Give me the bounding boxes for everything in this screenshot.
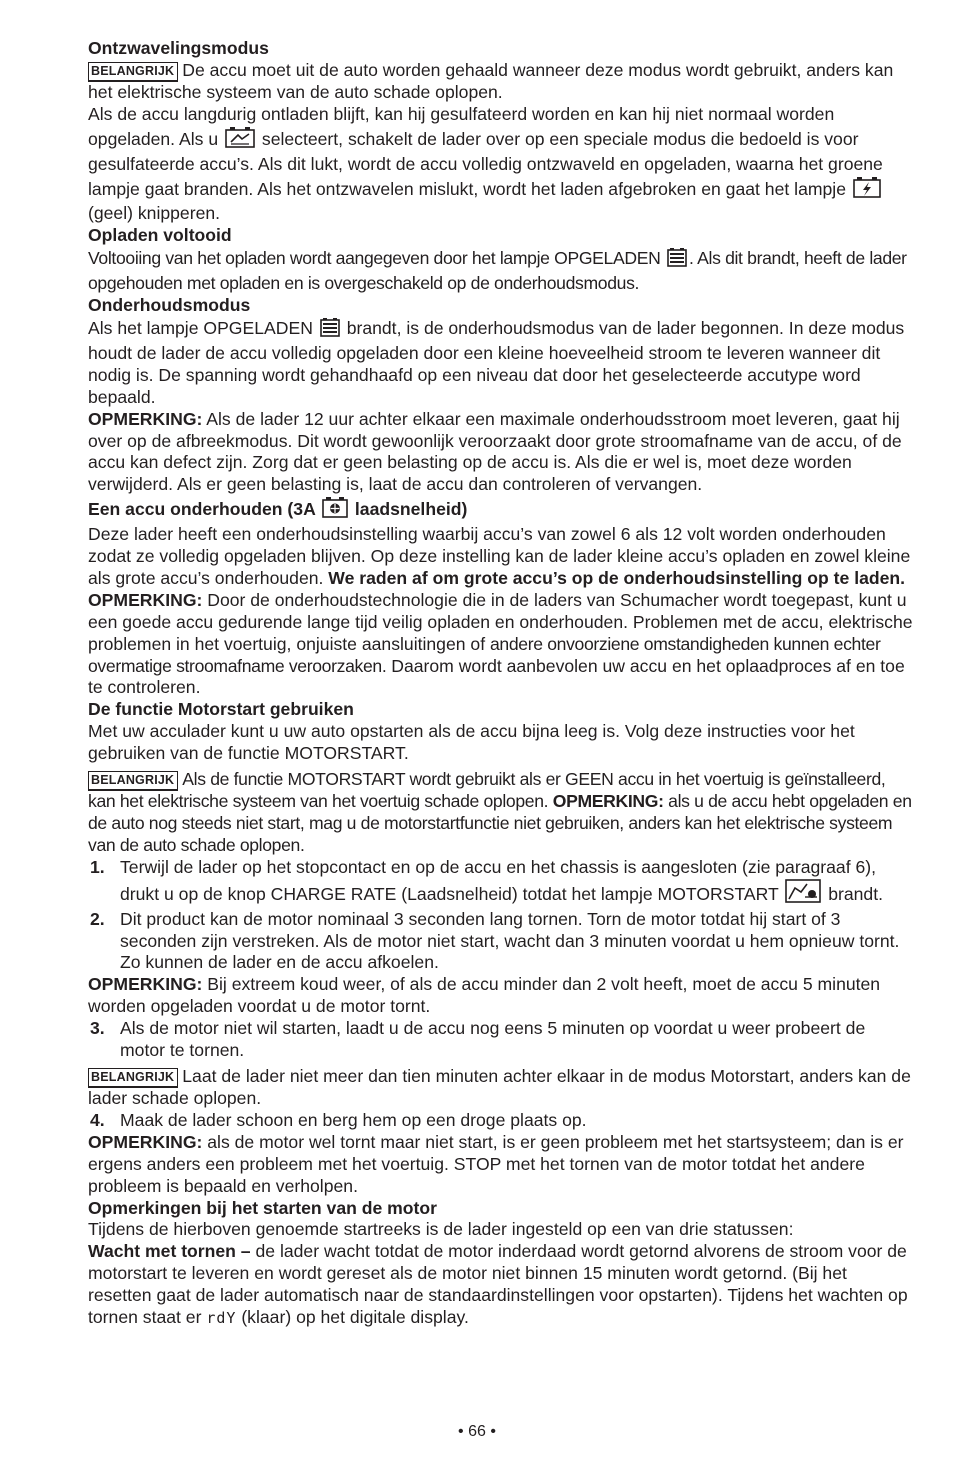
heading-charge-complete: Opladen voltooid [88, 225, 232, 246]
battery-charged-icon [667, 247, 687, 273]
heading-maintenance-mode: Onderhoudsmodus [88, 295, 251, 316]
maintenance-body: Als het lampje OPGELADEN brandt, is de onderhoudsmodus van de lader begonnen. In deze modus houdt de lader de accu volledig opgeladen door een kleine hoeveelheid stroom te leveren wanneer dit nodig is. De spanning wordt gehandhaafd op een niveau dat door het geselecteerde accutype word bepaald. [88, 317, 905, 407]
maintain-body: Deze lader heeft een onderhoudsinstelling waarbij accu’s van zowel 6 als 12 volt worden onderhouden zodat ze volledig opgeladen blijven. Op deze instelling kan de lader kleine accu’s opladen en zowel kleine als grote accu’s onderhouden. We raden af om grote accu’s op de onderhoudsinstelling op te laden. [88, 524, 911, 588]
desulf-body: Als de accu langdurig ontladen blijft, kan hij gesulfateerd worden en kan hij niet normaal worden opgeladen. Als u selecteert, schakelt de lader over op een speciale modus die bedoeld is voor gesulfateerde accu’s. Als dit lukt, wordt de accu volledig ontzwaveld en opgeladen, waarna het groene lampje gaat branden. Als het ontzwavelen mislukt, wordt het laden afgebroken en gaat het lampje (geel) knipperen. [88, 103, 883, 224]
maintenance-note: OPMERKING: Als de lader 12 uur achter elkaar een maximale onderhoudsstroom moet leveren, gaat hij over op de afbreekmodus. Dit wordt gewoonlijk veroorzaakt door grote stroomafname van de accu, of de accu kan defect zijn. Zorg dat er geen belasting op de accu is. Als die er wel is, moet deze worden verwijderd. Als er geen belasting is, laat de accu dan controleren of vervangen. [88, 408, 902, 495]
page-number: • 66 • [458, 1423, 496, 1440]
engine-start-warning-2: BELANGRIJK Laat de lader niet meer dan tien minuten achter elkaar in de modus Motorstart, anders kan de lader schade oplopen. [88, 1065, 911, 1108]
battery-charging-icon [853, 176, 881, 204]
important-badge: BELANGRIJK [88, 62, 178, 82]
engine-start-note-2: OPMERKING: als de motor wel tornt maar niet start, is er geen probleem met het startsysteem; dan is er ergens anders een probleem met het voertuig. STOP met het tornen van de motor totdat het andere probleem is bepaald en verholpen. [88, 1131, 904, 1196]
engine-start-warning: BELANGRIJK Als de functie MOTORSTART wordt gebruikt als er GEEN accu in het voertuig is geïnstalleerd, kan het elektrische systeem van het voertuig schade oplopen. OPMERKING: als u de accu hebt opgeladen en de auto nog steeds niet start, mag u de motorstartfunctie niet gebruiken, anders kan het elektrische systeem van de auto schade oplopen. [88, 769, 912, 855]
charge-complete-body: Voltooiing van het opladen wordt aangegeven door het lampje OPGELADEN . Als dit brandt, heeft de lader opgehouden met opladen en is overgeschakeld op de onderhoudsmodus. [88, 248, 907, 294]
important-badge: BELANGRIJK [88, 771, 178, 791]
maintain-note: OPMERKING: Door de onderhoudstechnologie die in de laders van Schumacher wordt toegepast, kunt u een goede accu gedurende lange tijd veilig opladen en onderhouden. Problemen met de accu, elektrische problemen in het voertuig, onjuiste aansluitingen of andere onvoorziene omstandigheden kunnen echter overmatige stroomafname veroorzaken. Daarom wordt aanbevolen uw accu en het oplaadproces af en toe te controleren. [88, 589, 913, 698]
desulf-warning: BELANGRIJK De accu moet uit de auto worden gehaald wanneer deze modus wordt gebruikt, anders kan het elektrische systeem van de auto schade oplopen. [88, 59, 894, 102]
battery-maintain-icon [322, 496, 348, 524]
heading-engine-start: De functie Motorstart gebruiken [88, 699, 354, 720]
remarks-intro: Tijdens de hierboven genoemde startreeks is de lader ingesteld op een van drie statussen: [88, 1219, 794, 1240]
heading-start-remarks: Opmerkingen bij het starten van de motor [88, 1197, 438, 1218]
important-badge: BELANGRIJK [88, 1068, 178, 1088]
heading-desulfation: Ontzwavelingsmodus [88, 38, 269, 58]
battery-desulfate-icon [225, 126, 255, 154]
step-4: 4. Maak de lader schoon en berg hem op een droge plaats op. [90, 1109, 587, 1130]
step-3: 3. Als de motor niet wil starten, laadt u de accu nog eens 5 minuten op voordat u weer probeert de motor te tornen. [90, 1018, 866, 1061]
engine-start-icon [785, 879, 821, 909]
battery-charged-icon [320, 317, 340, 343]
remarks-wait-crank: Wacht met tornen – de lader wacht totdat de motor inderdaad wordt getornd alvorens de stroom voor de motorstart te leveren en wordt gereset als de motor niet binnen 15 minuten wordt getornd. (Bij het resetten gaat de lader automatisch naar de standaardinstellingen voor opstarten). Tijdens het wachten op tornen staat er rdY (klaar) op het digitale display. [88, 1241, 908, 1328]
engine-start-note-1: OPMERKING: Bij extreem koud weer, of als de accu minder dan 2 volt heeft, moet de accu 5 minuten worden opgeladen voordat u de motor tornt. [88, 974, 881, 1017]
digital-display-text: rdY [206, 1309, 237, 1328]
heading-maintain-battery: Een accu onderhouden (3A laadsnelheid) [88, 496, 914, 524]
step-2: 2. Dit product kan de motor nominaal 3 seconden lang tornen. Torn de motor totdat hij start of 3 seconden zijn verstreken. Als de motor niet start, wacht dan 3 minuten voordat u hem opnieuw tornt. Zo kunnen de lader en de accu afkoelen. [90, 908, 900, 973]
engine-start-intro: Met uw acculader kunt u uw auto opstarten als de accu bijna leeg is. Volg deze instructies voor het gebruiken van de functie MOTORSTART. [88, 721, 855, 764]
manual-page [88, 38, 914, 1330]
step-1: 1. Terwijl de lader op het stopcontact en op de accu en het chassis is aangesloten (zie paragraaf 6), drukt u op de knop CHARGE RATE (Laadsnelheid) totdat het lampje MOTORSTART brandt. [88, 857, 914, 909]
